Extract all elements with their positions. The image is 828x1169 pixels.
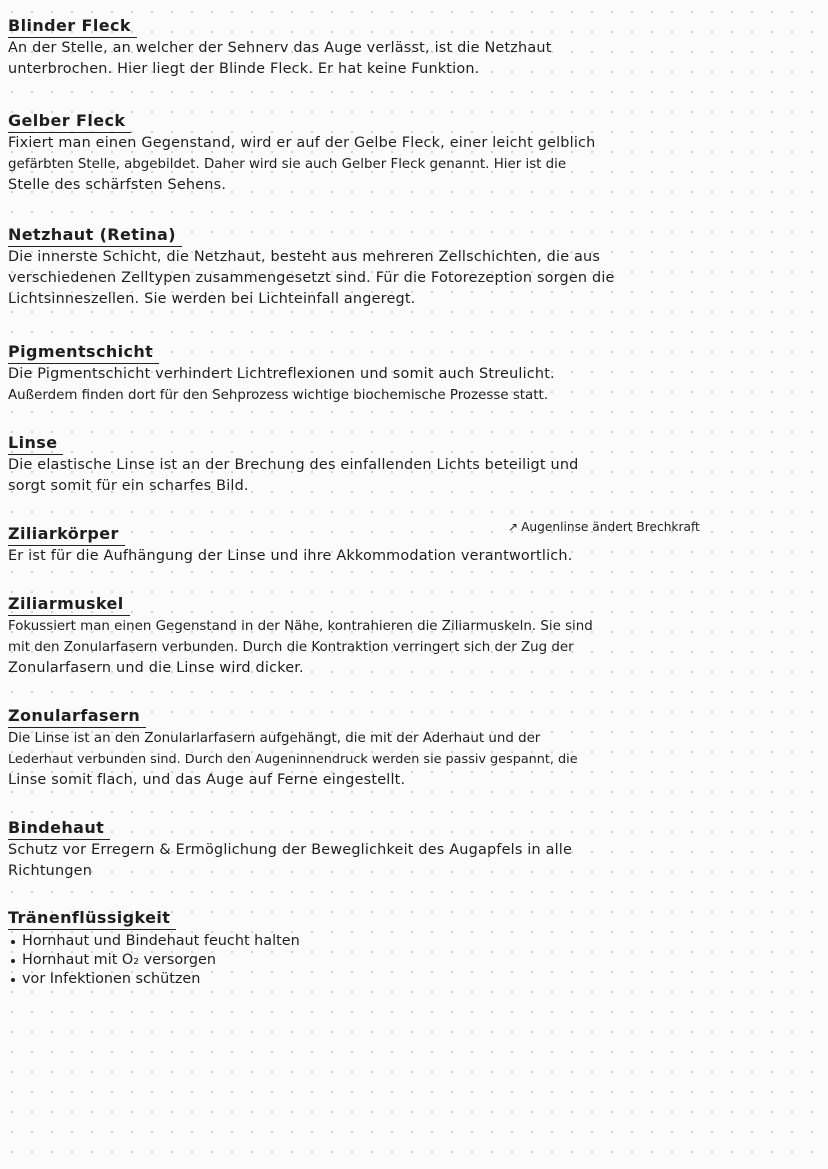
text-line: Lichtsinneszellen. Sie werden bei Lichteinfall angeregt. bbox=[8, 291, 416, 307]
list-item-text: vor Infektionen schützen bbox=[22, 971, 201, 987]
section-heading: Netzhaut (Retina) bbox=[8, 225, 182, 247]
text-line: Fixiert man einen Gegenstand, wird er auf der Gelbe Fleck, einer leicht gelblich bbox=[8, 135, 596, 151]
margin-annotation bbox=[508, 520, 700, 534]
text-line: Lederhaut verbunden sind. Durch den Augeninnendruck werden sie passiv gespannt, die bbox=[8, 752, 578, 767]
section-heading: Gelber Fleck bbox=[8, 111, 131, 133]
text-line: Die elastische Linse ist an der Brechung des einfallenden Lichts beteiligt und bbox=[8, 457, 579, 473]
section-heading: Bindehaut bbox=[8, 818, 110, 840]
bullet-icon bbox=[11, 978, 15, 982]
section-heading: Ziliarmuskel bbox=[8, 594, 130, 616]
bullet-list bbox=[8, 932, 813, 989]
section-linse bbox=[8, 433, 813, 497]
text-line: unterbrochen. Hier liegt der Blinde Fleck. Er hat keine Funktion. bbox=[8, 61, 480, 77]
arrow-right-icon: ↗ bbox=[508, 520, 519, 534]
section-gelber-fleck bbox=[8, 111, 813, 196]
text-line: Die Linse ist an den Zonularlarfasern aufgehängt, die mit der Aderhaut und der bbox=[8, 731, 541, 746]
text-line: Er ist für die Aufhängung der Linse und ihre Akkommodation verantwortlich. bbox=[8, 548, 573, 564]
list-item-text: Hornhaut und Bindehaut feucht halten bbox=[22, 933, 300, 949]
section-traenenfluessigkeit bbox=[8, 908, 813, 989]
text-line: mit den Zonularfasern verbunden. Durch die Kontraktion verringert sich der Zug der bbox=[8, 640, 574, 655]
section-bindehaut bbox=[8, 818, 813, 882]
section-ziliarmuskel bbox=[8, 594, 813, 679]
section-zonularfasern bbox=[8, 706, 813, 791]
text-line: Die innerste Schicht, die Netzhaut, besteht aus mehreren Zellschichten, die aus bbox=[8, 249, 601, 265]
section-heading: Linse bbox=[8, 433, 63, 455]
section-heading: Zonularfasern bbox=[8, 706, 146, 728]
section-pigmentschicht bbox=[8, 342, 813, 406]
list-item bbox=[8, 951, 813, 970]
annotation-text: Augenlinse ändert Brechkraft bbox=[521, 520, 700, 534]
section-blinder-fleck bbox=[8, 16, 813, 80]
list-item bbox=[8, 932, 813, 951]
section-heading: Blinder Fleck bbox=[8, 16, 137, 38]
text-line: Außerdem finden dort für den Sehprozess wichtige biochemische Prozesse statt. bbox=[8, 388, 549, 403]
section-heading: Tränenflüssigkeit bbox=[8, 908, 176, 930]
list-item bbox=[8, 970, 813, 989]
text-line: Fokussiert man einen Gegenstand in der Nähe, kontrahieren die Ziliarmuskeln. Sie sind bbox=[8, 619, 593, 634]
text-line: Richtungen bbox=[8, 863, 93, 879]
text-line: Die Pigmentschicht verhindert Lichtreflexionen und somit auch Streulicht. bbox=[8, 366, 555, 382]
text-line: Linse somit flach, und das Auge auf Ferne eingestellt. bbox=[8, 772, 406, 788]
text-line: verschiedenen Zelltypen zusammengesetzt sind. Für die Fotorezeption sorgen die bbox=[8, 270, 615, 286]
text-line: sorgt somit für ein scharfes Bild. bbox=[8, 478, 249, 494]
bullet-icon bbox=[11, 940, 15, 944]
section-ziliarkoerper bbox=[8, 520, 813, 567]
text-line: Zonularfasern und die Linse wird dicker. bbox=[8, 660, 304, 676]
list-item-text: Hornhaut mit O₂ versorgen bbox=[22, 952, 216, 968]
section-heading: Ziliarkörper bbox=[8, 524, 125, 546]
text-line: Schutz vor Erregern & Ermöglichung der Beweglichkeit des Augapfels in alle bbox=[8, 842, 573, 858]
text-line: An der Stelle, an welcher der Sehnerv das Auge verlässt, ist die Netzhaut bbox=[8, 40, 552, 56]
section-heading: Pigmentschicht bbox=[8, 342, 159, 364]
section-netzhaut bbox=[8, 225, 813, 310]
text-line: gefärbten Stelle, abgebildet. Daher wird sie auch Gelber Fleck genannt. Hier ist die bbox=[8, 157, 567, 172]
bullet-icon bbox=[11, 959, 15, 963]
text-line: Stelle des schärfsten Sehens. bbox=[8, 177, 227, 193]
